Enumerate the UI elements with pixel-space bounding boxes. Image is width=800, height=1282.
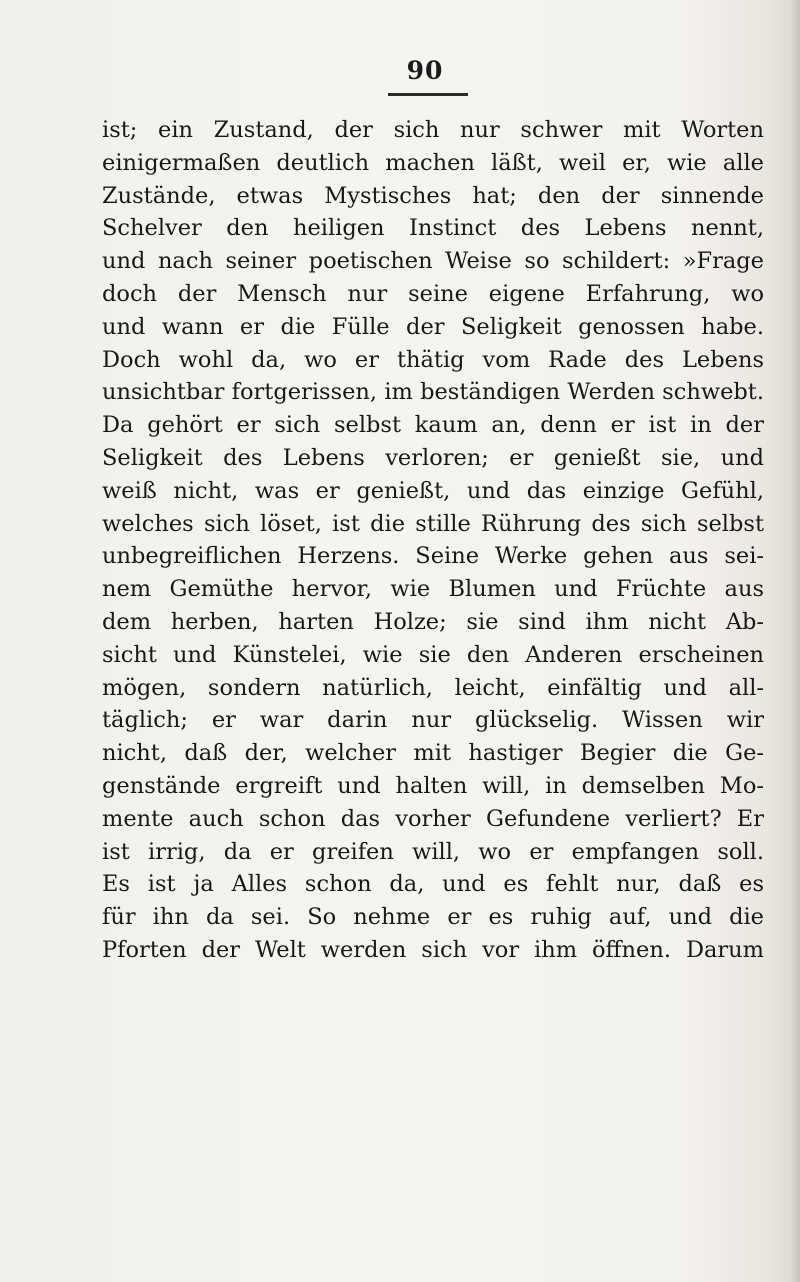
text-line: Schelver den heiligen Instinct des Lebens nennt, [102,215,764,242]
text-line: ist; ein Zustand, der sich nur schwer mit Worten [102,117,764,143]
text-line: mögen, sondern natürlich, leicht, einfältig und all- [102,674,764,701]
text-line: weiß nicht, was er genießt, und das einzige Gefühl, [102,477,764,504]
text-line: und wann er die Fülle der Seligkeit genossen habe. [102,313,764,340]
text-line: für ihn da sei. So nehme er es ruhig auf, und die [102,904,764,931]
text-line: mente auch schon das vorher Gefundene verliert? Er [102,805,764,832]
text-line: sicht und Künstelei, wie sie den Anderen erscheinen [102,641,764,668]
text-line: nicht, daß der, welcher mit hastiger Begier die Ge- [102,740,764,767]
text-line: dem herben, harten Holze; sie sind ihm nicht Ab- [102,608,764,635]
text-line: genstände ergreift und halten will, in demselben Mo- [102,772,764,799]
text-line: nem Gemüthe hervor, wie Blumen und Früchte aus [102,576,764,603]
text-line: und nach seiner poetischen Weise so schildert: »Frage [102,248,764,275]
text-line: ist irrig, da er greifen will, wo er empfangen soll. [102,838,764,865]
body-text [102,114,764,967]
text-line: Seligkeit des Lebens verloren; er genießt sie, und [102,444,764,471]
header-rule [388,93,468,96]
page-number: 90 [406,56,444,85]
text-line: unbegreiflichen Herzens. Seine Werke gehen aus sei- [102,543,764,570]
text-line: einigermaßen deutlich machen läßt, weil er, wie alle [102,149,764,176]
text-line: Es ist ja Alles schon da, und es fehlt nur, daß es [102,871,764,898]
text-line: Zustände, etwas Mystisches hat; den der sinnende [102,182,764,209]
text-line: Da gehört er sich selbst kaum an, denn er ist in der [102,412,764,439]
text-line: Pforten der Welt werden sich vor ihm öffnen. Darum [102,936,764,963]
text-line: doch der Mensch nur seine eigene Erfahrung, wo [102,280,764,307]
text-line: unsichtbar fortgerissen, im beständigen Werden schwebt. [102,379,764,406]
text-line: welches sich löset, ist die stille Rührung des sich selbst [102,510,764,537]
text-line: täglich; er war darin nur glückselig. Wissen wir [102,707,764,734]
page-edge-shadow [790,0,800,1282]
text-line: Doch wohl da, wo er thätig vom Rade des Lebens [102,346,764,373]
